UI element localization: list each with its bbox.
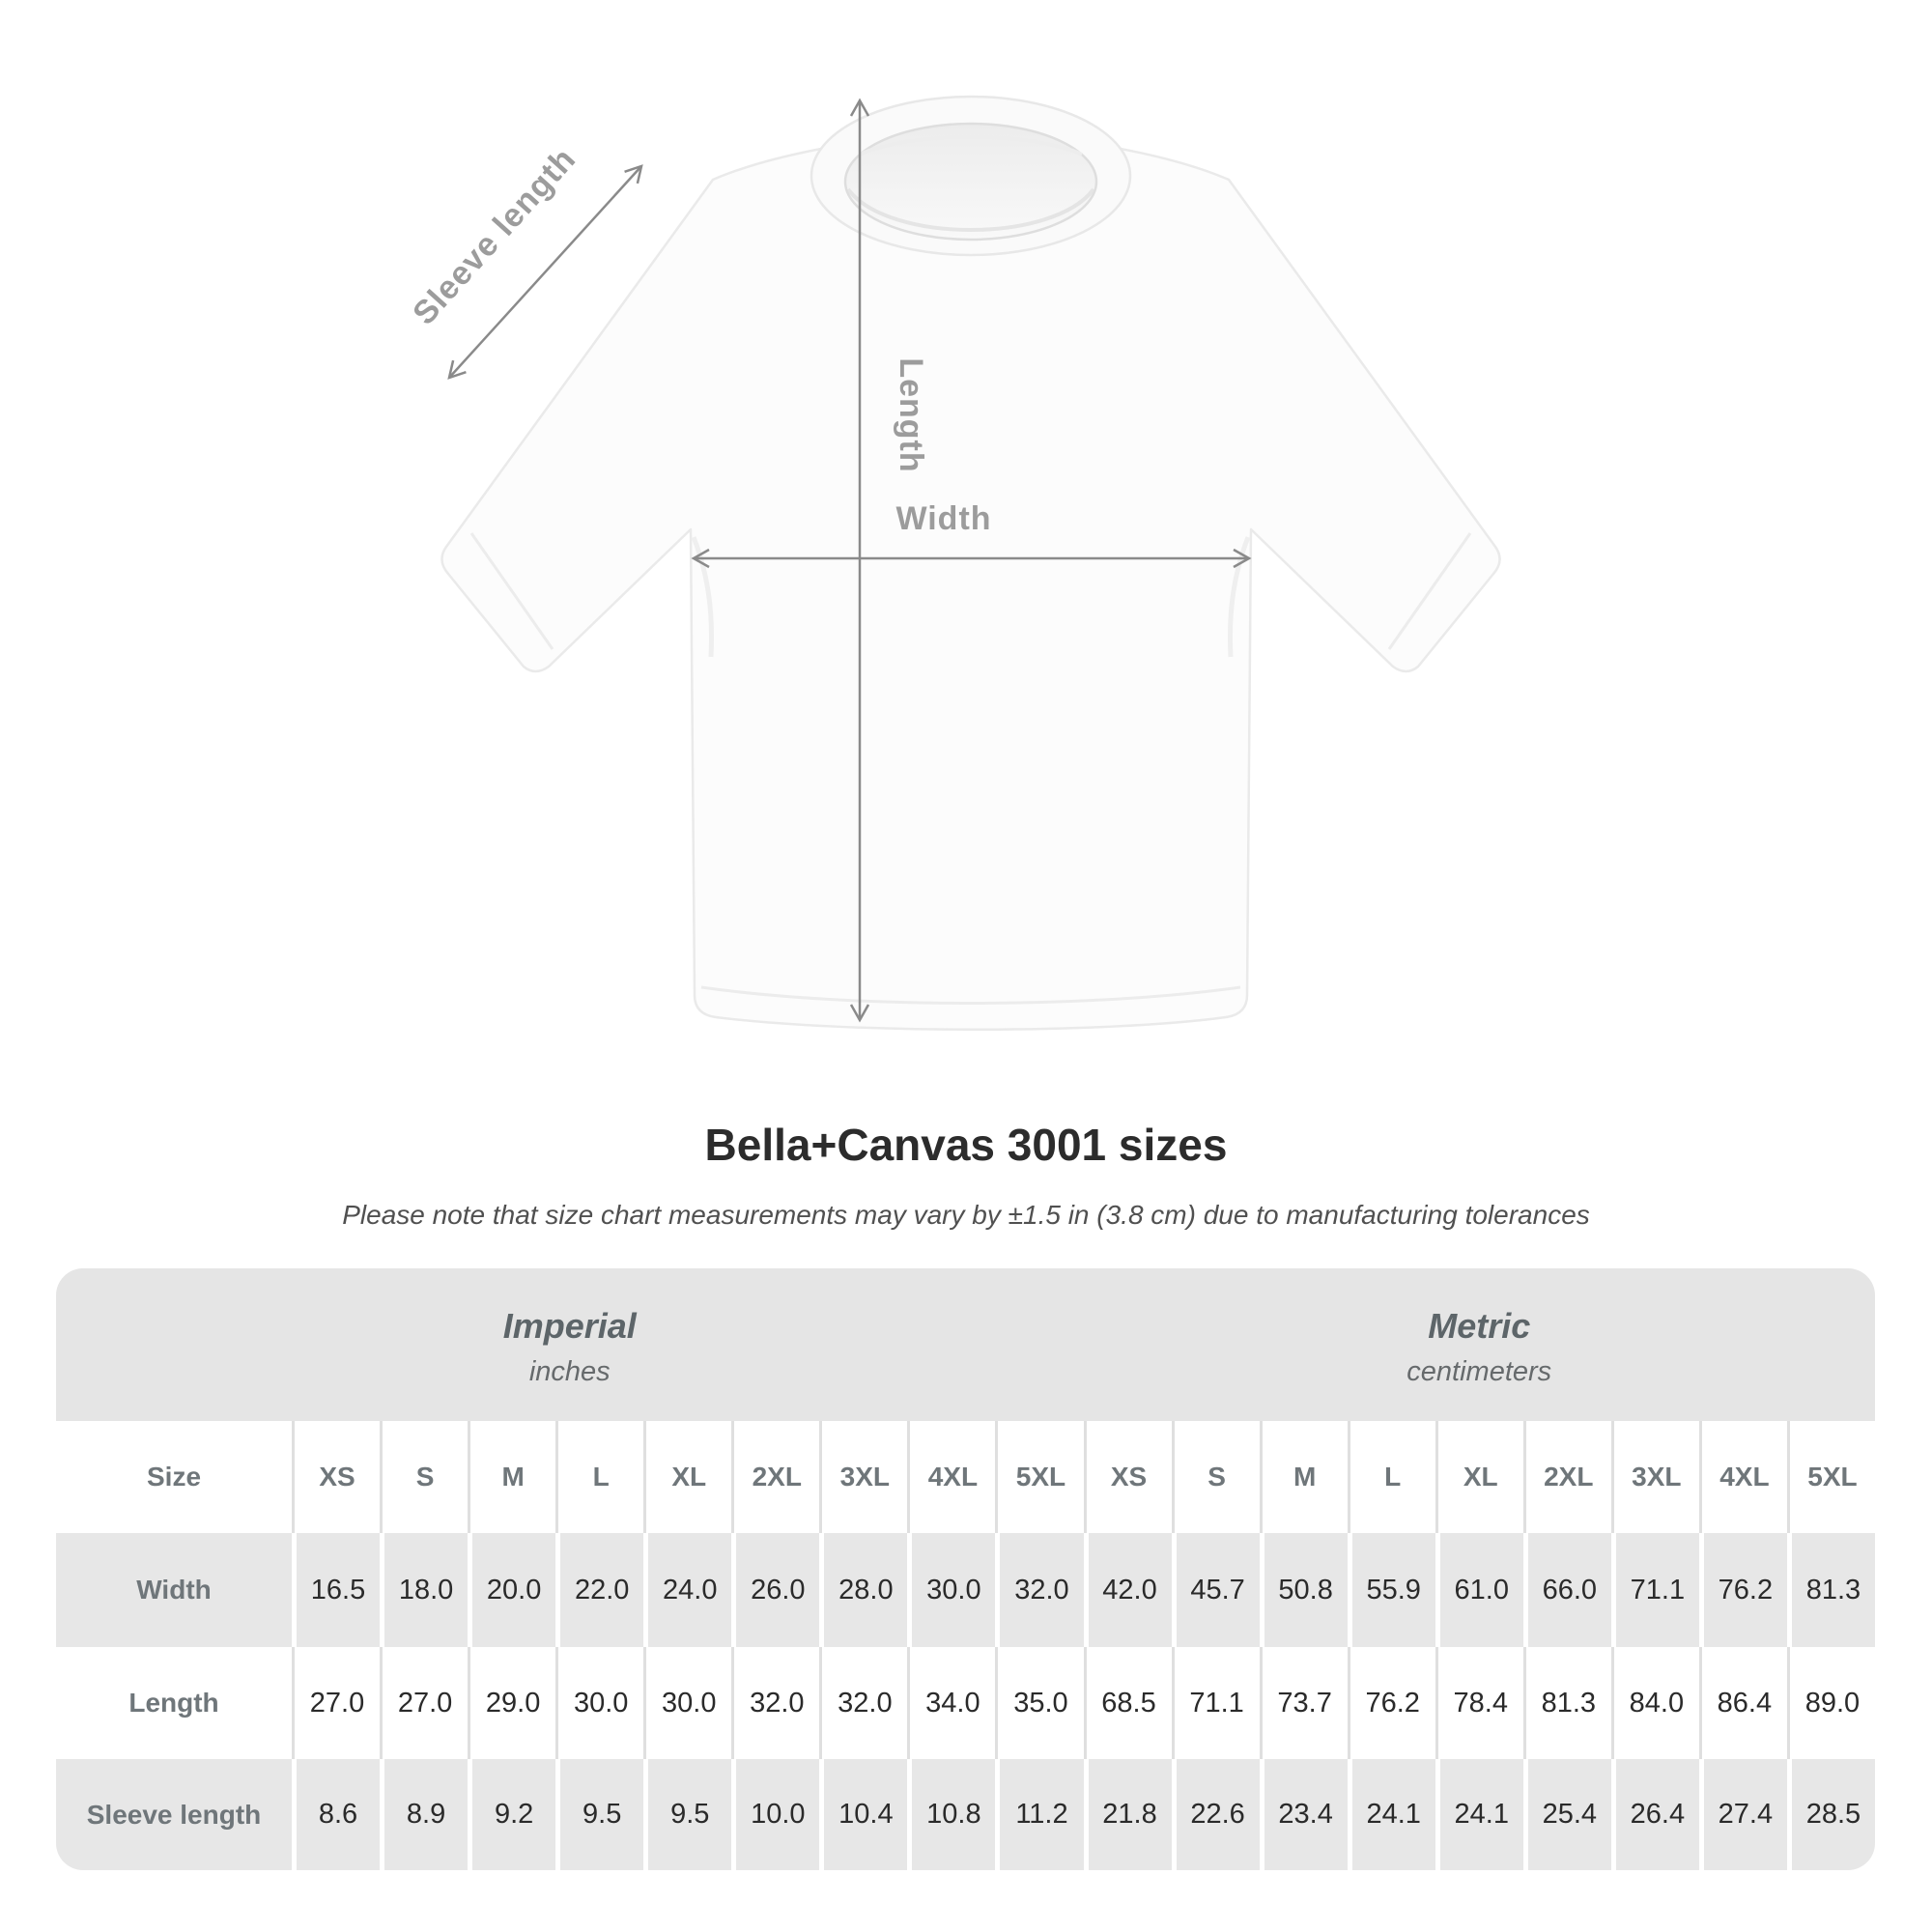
value-cell: 9.5 — [555, 1759, 643, 1870]
row-label: Width — [136, 1575, 212, 1605]
value-cell: 26.0 — [731, 1533, 819, 1647]
value-cell: 8.9 — [380, 1759, 468, 1870]
sleeve-length-label: Sleeve length — [406, 140, 583, 332]
size-col-header: 5XL — [995, 1421, 1083, 1533]
size-table — [56, 1268, 1875, 1870]
value-cell: 16.5 — [292, 1533, 380, 1647]
value-cell: 71.1 — [1172, 1647, 1260, 1759]
table-header — [56, 1268, 1875, 1421]
value-cell: 24.1 — [1348, 1759, 1435, 1870]
size-col-header: XL — [1435, 1421, 1523, 1533]
table-row — [56, 1647, 1875, 1759]
size-col-header: M — [1260, 1421, 1348, 1533]
size-row-label: Size — [146, 1462, 202, 1492]
value-cell: 61.0 — [1435, 1533, 1523, 1647]
size-col-header: L — [555, 1421, 643, 1533]
value-cell: 34.0 — [907, 1647, 995, 1759]
value-cell: 73.7 — [1260, 1647, 1348, 1759]
width-label: Width — [895, 500, 992, 537]
value-cell: 30.0 — [643, 1647, 731, 1759]
value-cell: 10.8 — [907, 1759, 995, 1870]
value-cell: 84.0 — [1611, 1647, 1699, 1759]
value-cell: 27.0 — [380, 1647, 468, 1759]
table-row — [56, 1421, 1875, 1533]
value-cell: 30.0 — [907, 1533, 995, 1647]
value-cell: 9.5 — [643, 1759, 731, 1870]
size-col-header: 4XL — [907, 1421, 995, 1533]
value-cell: 27.4 — [1699, 1759, 1787, 1870]
value-cell: 42.0 — [1084, 1533, 1172, 1647]
value-cell: 28.5 — [1787, 1759, 1875, 1870]
size-col-header: 5XL — [1787, 1421, 1875, 1533]
size-col-header: XS — [1084, 1421, 1172, 1533]
value-cell: 18.0 — [380, 1533, 468, 1647]
length-label: Length — [893, 357, 929, 473]
value-cell: 30.0 — [555, 1647, 643, 1759]
value-cell: 81.3 — [1523, 1647, 1611, 1759]
size-col-header: S — [380, 1421, 468, 1533]
metric-section-name: Metric — [1428, 1305, 1531, 1346]
value-cell: 32.0 — [995, 1533, 1083, 1647]
value-cell: 25.4 — [1523, 1759, 1611, 1870]
size-col-header: M — [468, 1421, 555, 1533]
value-cell: 27.0 — [292, 1647, 380, 1759]
value-cell: 26.4 — [1611, 1759, 1699, 1870]
value-cell: 11.2 — [995, 1759, 1083, 1870]
value-cell: 24.1 — [1435, 1759, 1523, 1870]
value-cell: 45.7 — [1172, 1533, 1260, 1647]
row-label: Sleeve length — [86, 1799, 262, 1830]
value-cell: 9.2 — [468, 1759, 555, 1870]
metric-section-header — [1084, 1268, 1876, 1421]
table-rows — [56, 1421, 1875, 1870]
size-col-header: XL — [643, 1421, 731, 1533]
value-cell: 21.8 — [1084, 1759, 1172, 1870]
page-title: Bella+Canvas 3001 sizes — [704, 1120, 1228, 1170]
value-cell: 22.6 — [1172, 1759, 1260, 1870]
value-cell: 23.4 — [1260, 1759, 1348, 1870]
size-col-header: 2XL — [1523, 1421, 1611, 1533]
value-cell: 55.9 — [1348, 1533, 1435, 1647]
metric-section-unit: centimeters — [1406, 1355, 1552, 1387]
value-cell: 76.2 — [1699, 1533, 1787, 1647]
size-col-header: L — [1348, 1421, 1435, 1533]
value-cell: 8.6 — [292, 1759, 380, 1870]
tolerance-note: Please note that size chart measurements may vary by ±1.5 in (3.8 cm) due to manufacturing tolerances — [342, 1200, 1590, 1230]
table-row — [56, 1533, 1875, 1647]
size-col-header: 2XL — [731, 1421, 819, 1533]
size-col-header: 3XL — [819, 1421, 907, 1533]
value-cell: 32.0 — [819, 1647, 907, 1759]
value-cell: 68.5 — [1084, 1647, 1172, 1759]
size-col-header: 4XL — [1699, 1421, 1787, 1533]
size-col-header: S — [1172, 1421, 1260, 1533]
row-label: Length — [128, 1688, 219, 1718]
value-cell: 28.0 — [819, 1533, 907, 1647]
value-cell: 10.0 — [731, 1759, 819, 1870]
value-cell: 81.3 — [1787, 1533, 1875, 1647]
value-cell: 71.1 — [1611, 1533, 1699, 1647]
value-cell: 32.0 — [731, 1647, 819, 1759]
value-cell: 29.0 — [468, 1647, 555, 1759]
value-cell: 24.0 — [643, 1533, 731, 1647]
value-cell: 66.0 — [1523, 1533, 1611, 1647]
imperial-section-name: Imperial — [502, 1305, 637, 1346]
value-cell: 22.0 — [555, 1533, 643, 1647]
value-cell: 89.0 — [1787, 1647, 1875, 1759]
value-cell: 20.0 — [468, 1533, 555, 1647]
table-row — [56, 1759, 1875, 1870]
imperial-section-unit: inches — [528, 1355, 611, 1387]
size-col-header: 3XL — [1611, 1421, 1699, 1533]
value-cell: 76.2 — [1348, 1647, 1435, 1759]
value-cell: 35.0 — [995, 1647, 1083, 1759]
imperial-section-header — [56, 1268, 1084, 1421]
value-cell: 86.4 — [1699, 1647, 1787, 1759]
shirt-collar-inner — [845, 124, 1096, 240]
value-cell: 10.4 — [819, 1759, 907, 1870]
value-cell: 78.4 — [1435, 1647, 1523, 1759]
value-cell: 50.8 — [1260, 1533, 1348, 1647]
size-col-header: XS — [292, 1421, 380, 1533]
